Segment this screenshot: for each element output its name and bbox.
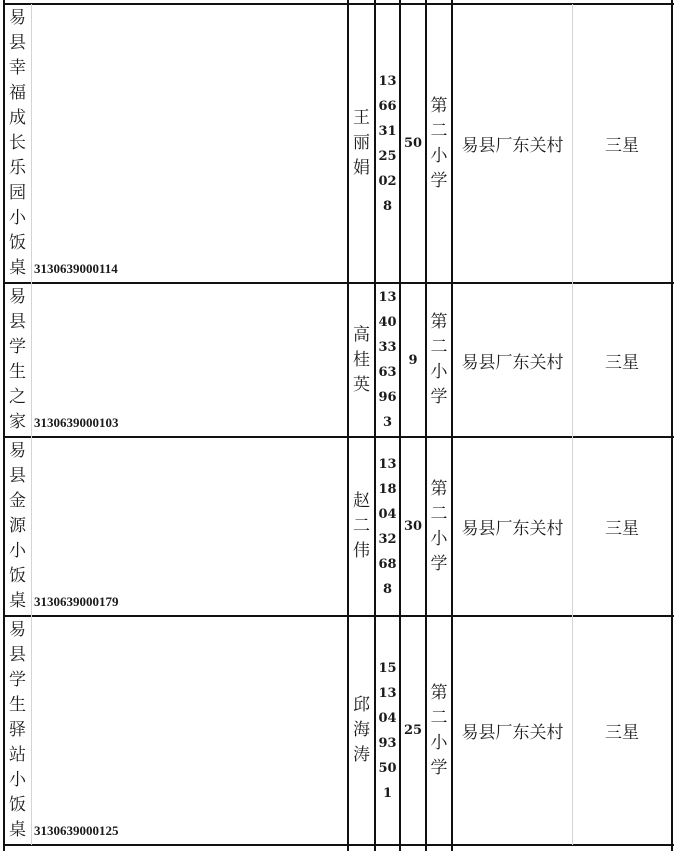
- contact-person-char: 丽: [353, 133, 370, 153]
- shop-name-char: 小: [9, 208, 26, 228]
- school-name: [427, 616, 451, 845]
- contact-person-char: 娟: [353, 158, 370, 178]
- student-count-text: 30: [403, 519, 423, 534]
- shop-name-char: 易: [9, 441, 26, 461]
- phone-number-stack: [378, 656, 396, 806]
- shop-name-char: 成: [9, 108, 26, 128]
- shop-name-char: 金: [9, 491, 26, 511]
- phone-number-char: 02: [378, 173, 397, 189]
- shop-name-char: 县: [9, 312, 26, 332]
- phone-number-char: 15: [378, 660, 397, 676]
- phone-number-char: 93: [378, 735, 397, 751]
- shop-name-char: 易: [9, 287, 26, 307]
- shop-name-char: 学: [9, 670, 26, 690]
- contact-person-char: 涛: [353, 745, 370, 765]
- shop-name-char: 小: [9, 770, 26, 790]
- student-count: [401, 616, 425, 845]
- phone-number-char: 18: [378, 481, 397, 497]
- phone-number: [376, 437, 399, 616]
- school-name-char: 二: [430, 503, 448, 524]
- school-name-stack: [431, 681, 448, 781]
- license-code: 3130639000114: [34, 261, 118, 276]
- phone-number: [376, 4, 399, 283]
- phone-number-char: 68: [378, 556, 397, 572]
- star-rating-text: 三星: [605, 519, 639, 539]
- school-name-char: 学: [430, 170, 448, 191]
- school-name: [427, 4, 451, 283]
- shop-name-char: 小: [9, 541, 26, 561]
- school-name-char: 小: [430, 145, 448, 166]
- shop-name-stack: [9, 6, 26, 281]
- contact-person-char: 二: [353, 516, 370, 536]
- phone-number-char: 32: [378, 531, 397, 547]
- phone-number: [376, 616, 399, 845]
- phone-number-char: 8: [382, 198, 393, 214]
- shop-name-stack: [9, 285, 26, 435]
- phone-number-char: 04: [378, 506, 397, 522]
- phone-number-char: 13: [378, 456, 397, 472]
- school-name-char: 第: [430, 312, 448, 332]
- phone-number: [376, 283, 399, 437]
- contact-person-char: 高: [353, 324, 370, 345]
- phone-number-char: 40: [378, 315, 397, 330]
- shop-name-char: 生: [9, 695, 26, 715]
- contact-person: [349, 437, 374, 616]
- shop-name-char: 幸: [9, 58, 26, 78]
- contact-person-char: 英: [353, 374, 370, 395]
- school-name-char: 第: [430, 95, 448, 116]
- shop-name-char: 易: [9, 8, 26, 28]
- star-rating: [573, 283, 671, 437]
- school-name-char: 二: [430, 337, 448, 357]
- address-text: 易县厂东关村: [461, 723, 564, 743]
- contact-person-stack: [353, 106, 370, 181]
- star-rating: [573, 437, 671, 616]
- address-text: 易县厂东关村: [461, 519, 564, 539]
- school-name-char: 第: [430, 682, 448, 703]
- shop-name: [5, 618, 30, 843]
- school-name-stack: [431, 477, 448, 577]
- shop-name-char: 饭: [9, 795, 26, 815]
- contact-person-char: 海: [353, 720, 370, 740]
- shop-name-char: 生: [9, 362, 26, 382]
- shop-name-char: 之: [9, 387, 26, 407]
- contact-person-char: 桂: [353, 349, 370, 370]
- phone-number-char: 66: [378, 98, 397, 114]
- shop-name-char: 学: [9, 337, 26, 357]
- shop-name-char: 园: [9, 183, 26, 203]
- contact-person-stack: [353, 489, 370, 564]
- shop-name-char: 易: [9, 620, 26, 640]
- school-name-char: 二: [430, 707, 448, 728]
- contact-person-char: 邱: [353, 695, 370, 715]
- shop-name: [5, 285, 30, 435]
- phone-number-char: 63: [378, 365, 397, 380]
- phone-number-char: 13: [378, 290, 397, 305]
- school-name-char: 小: [430, 528, 448, 549]
- shop-name-char: 县: [9, 33, 26, 53]
- star-rating-text: 三星: [605, 136, 639, 156]
- school-name-char: 小: [430, 362, 448, 382]
- license-code: 3130639000103: [34, 415, 119, 430]
- phone-number-char: 50: [378, 760, 397, 776]
- shop-name-char: 站: [9, 745, 26, 765]
- contact-person: [349, 283, 374, 437]
- contact-person: [349, 616, 374, 845]
- school-name: [427, 437, 451, 616]
- contact-person-stack: [353, 693, 370, 768]
- student-count: [401, 283, 425, 437]
- shop-name-stack: [9, 439, 26, 614]
- shop-name-char: 桌: [9, 258, 26, 278]
- phone-number-char: 13: [378, 73, 397, 89]
- phone-number-char: 04: [378, 710, 397, 726]
- school-name-stack: [431, 94, 448, 194]
- student-count-text: 9: [408, 352, 418, 368]
- shop-name-char: 驿: [9, 720, 26, 740]
- phone-number-char: 3: [382, 415, 393, 430]
- phone-number-char: 33: [378, 340, 397, 355]
- student-count: [401, 437, 425, 616]
- student-count: [401, 4, 425, 283]
- school-name-char: 学: [430, 757, 448, 778]
- shop-name-stack: [9, 618, 26, 843]
- contact-person: [349, 4, 374, 283]
- phone-number-stack: [378, 452, 396, 602]
- star-rating-text: 三星: [605, 352, 639, 373]
- contact-person-char: 赵: [353, 491, 370, 511]
- column-divider: [671, 0, 673, 851]
- contact-person-char: 王: [353, 108, 370, 128]
- shop-name-char: 桌: [9, 820, 26, 840]
- shop-name-char: 县: [9, 645, 26, 665]
- shop-name-char: 乐: [9, 158, 26, 178]
- contact-person-char: 伟: [353, 541, 370, 561]
- school-name-char: 二: [430, 120, 448, 141]
- school-name-stack: [431, 310, 448, 410]
- phone-number-char: 25: [378, 148, 397, 164]
- school-name-char: 学: [430, 387, 448, 407]
- address-text: 易县厂东关村: [461, 352, 564, 373]
- address: [453, 283, 572, 437]
- shop-name-char: 饭: [9, 566, 26, 586]
- school-name-char: 小: [430, 732, 448, 753]
- phone-number-stack: [378, 69, 396, 219]
- school-name-char: 第: [430, 478, 448, 499]
- address: [453, 4, 572, 283]
- star-rating-text: 三星: [605, 723, 639, 743]
- student-count-text: 25: [403, 723, 423, 738]
- address: [453, 616, 572, 845]
- shop-name-char: 县: [9, 466, 26, 486]
- column-divider-light: [31, 4, 32, 845]
- shop-name: [5, 6, 30, 281]
- shop-name-char: 饭: [9, 233, 26, 253]
- contact-person-stack: [353, 323, 370, 398]
- license-code: 3130639000179: [34, 594, 119, 609]
- shop-name-char: 长: [9, 133, 26, 153]
- shop-name-char: 源: [9, 516, 26, 536]
- shop-name-char: 福: [9, 83, 26, 103]
- star-rating: [573, 4, 671, 283]
- address: [453, 437, 572, 616]
- shop-name-char: 桌: [9, 591, 26, 611]
- shop-name-char: 家: [9, 412, 26, 432]
- license-code: 3130639000125: [34, 823, 119, 838]
- phone-number-stack: [378, 285, 396, 435]
- phone-number-char: 96: [378, 390, 397, 405]
- phone-number-char: 13: [378, 685, 397, 701]
- school-name-char: 学: [430, 553, 448, 574]
- phone-number-char: 8: [382, 581, 393, 597]
- shop-name: [5, 439, 30, 614]
- address-text: 易县厂东关村: [461, 136, 564, 156]
- phone-number-char: 1: [382, 785, 393, 801]
- star-rating: [573, 616, 671, 845]
- student-count-text: 50: [403, 136, 423, 151]
- phone-number-char: 31: [378, 123, 397, 139]
- school-name: [427, 283, 451, 437]
